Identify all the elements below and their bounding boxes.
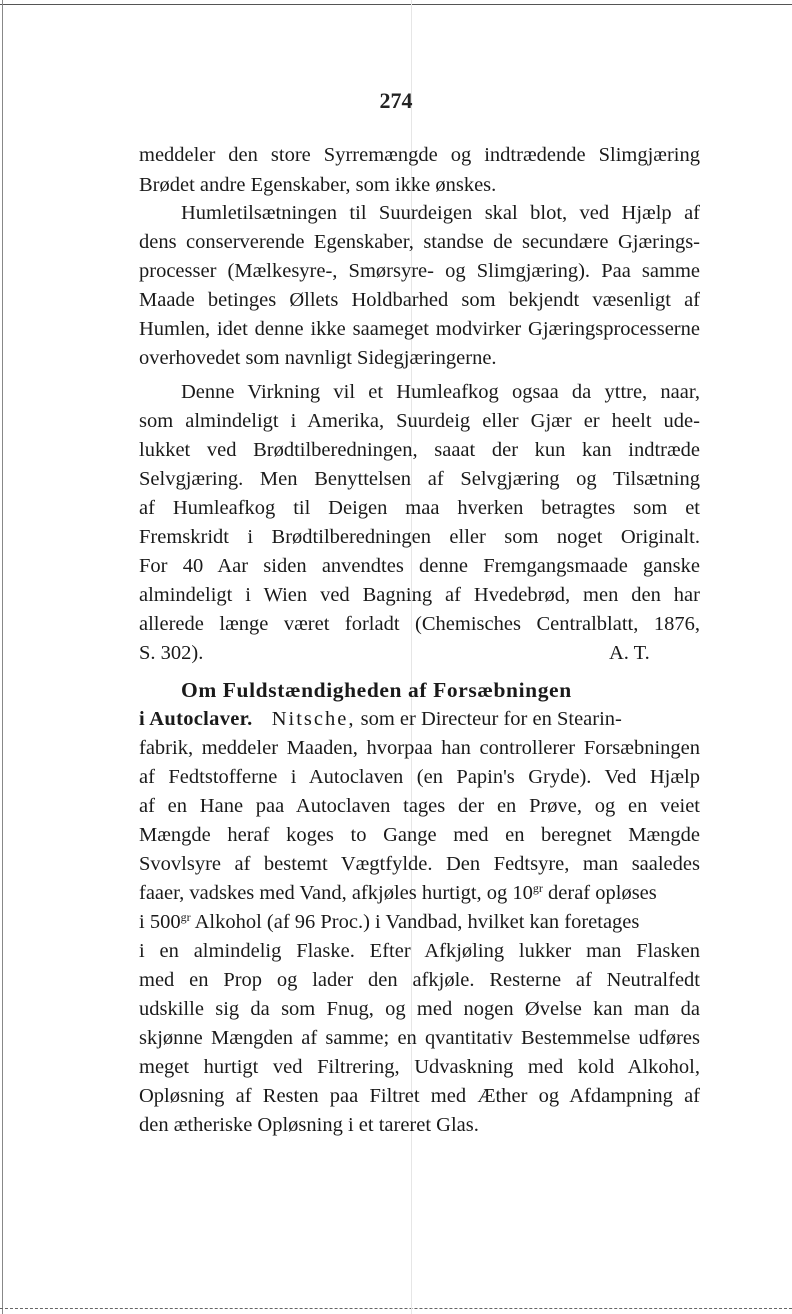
scan-border-left	[2, 0, 3, 1314]
citation: S. 302).	[139, 642, 204, 664]
text-fragment: faaer, vadskes med Vand, afkjøles hurtigt, og 10	[139, 882, 533, 904]
text-line: Humlen, idet denne ikke saameget modvirker Gjæringsprocesserne	[139, 318, 700, 340]
text-line: Brødet andre Egenskaber, som ikke ønskes.	[139, 174, 497, 196]
text-line: For 40 Aar siden anvendtes denne Fremgangsmaade ganske	[139, 555, 700, 577]
text-line: meddeler den store Syrremængde og indtrædende Slimgjæring	[139, 144, 700, 166]
text-line: den ætheriske Opløsning i et tareret Glas.	[139, 1114, 479, 1136]
text-line: Maade betinges Øllets Holdbarhed som bekjendt væsenligt af	[139, 289, 700, 311]
text-line: lukket ved Brødtilberedningen, saaat der kun kan indtræde	[139, 439, 700, 461]
text-line: med en Prop og lader den afkjøle. Resterne af Neutralfedt	[139, 969, 700, 991]
text-line: Mængde heraf koges to Gange med en beregnet Mængde	[139, 824, 700, 846]
text-line	[139, 879, 700, 908]
text-line: Humletilsætningen til Suurdeigen skal blot, ved Hjælp af	[181, 202, 700, 224]
text-line: udskille sig da som Fnug, og med nogen Øvelse kan man da	[139, 998, 700, 1020]
text-line: overhovedet som navnligt Sidegjæringerne.	[139, 347, 497, 369]
text-line: almindeligt i Wien ved Bagning af Hvedebrød, men den har	[139, 584, 700, 606]
article-title-continued: i Autoclaver.	[139, 708, 253, 730]
text-line: fabrik, meddeler Maaden, hvorpaa han controllerer Forsæbningen	[139, 737, 700, 759]
text-fragment: i 500	[139, 911, 181, 933]
text-line: af Fedtstofferne i Autoclaven (en Papin's Gryde). Ved Hjælp	[139, 766, 700, 788]
text-line: Svovlsyre af bestemt Vægtfylde. Den Fedtsyre, man saaledes	[139, 853, 700, 875]
text-line: Denne Virkning vil et Humleafkog ogsaa da yttre, naar,	[181, 381, 700, 403]
text-line: dens conserverende Egenskaber, standse de secundære Gjærings-	[139, 231, 700, 253]
scan-border-bottom	[0, 1308, 792, 1309]
text-line: af Humleafkog til Deigen maa hverken betragtes som et	[139, 497, 700, 519]
text-line: allerede længe været forladt (Chemisches Centralblatt, 1876,	[139, 613, 700, 635]
scan-border-top	[0, 4, 792, 5]
text-line: Opløsning af Resten paa Filtret med Æther og Afdampning af	[139, 1085, 700, 1107]
page-number: 274	[379, 88, 413, 113]
text-line	[139, 908, 700, 937]
text-fragment: deraf opløses	[542, 882, 657, 904]
unit-superscript: gr	[180, 910, 191, 924]
text-line: i en almindelig Flaske. Efter Afkjøling lukker man Flasken	[139, 940, 700, 962]
text-line: Selvgjæring. Men Benyttelsen af Selvgjæring og Tilsætning	[139, 468, 700, 490]
text-line: skjønne Mængden af samme; en qvantitativ Bestemmelse udføres	[139, 1027, 700, 1049]
text-line	[139, 705, 700, 734]
unit-superscript: gr	[532, 881, 543, 895]
text-line: processer (Mælkesyre-, Smørsyre- og Slimgjæring). Paa samme	[139, 260, 700, 282]
citation-line	[139, 639, 700, 668]
article-author: Nitsche,	[271, 708, 356, 730]
article-title: Om Fuldstændigheden af Forsæbningen	[181, 678, 572, 702]
text-line: af en Hane paa Autoclaven tages der en Prøve, og en veiet	[139, 795, 700, 817]
text-line: meget hurtigt ved Filtrering, Udvaskning med kold Alkohol,	[139, 1056, 700, 1078]
text-line: Fremskridt i Brødtilberedningen eller som noget Originalt.	[139, 526, 700, 548]
text-fragment: Alkohol (af 96 Proc.) i Vandbad, hvilket kan foretages	[190, 911, 640, 933]
text-fragment: som er Directeur for en Stearin-	[360, 708, 622, 730]
author-signature: A. T.	[609, 642, 650, 664]
text-line: som almindeligt i Amerika, Suurdeig eller Gjær er heelt ude-	[139, 410, 700, 432]
